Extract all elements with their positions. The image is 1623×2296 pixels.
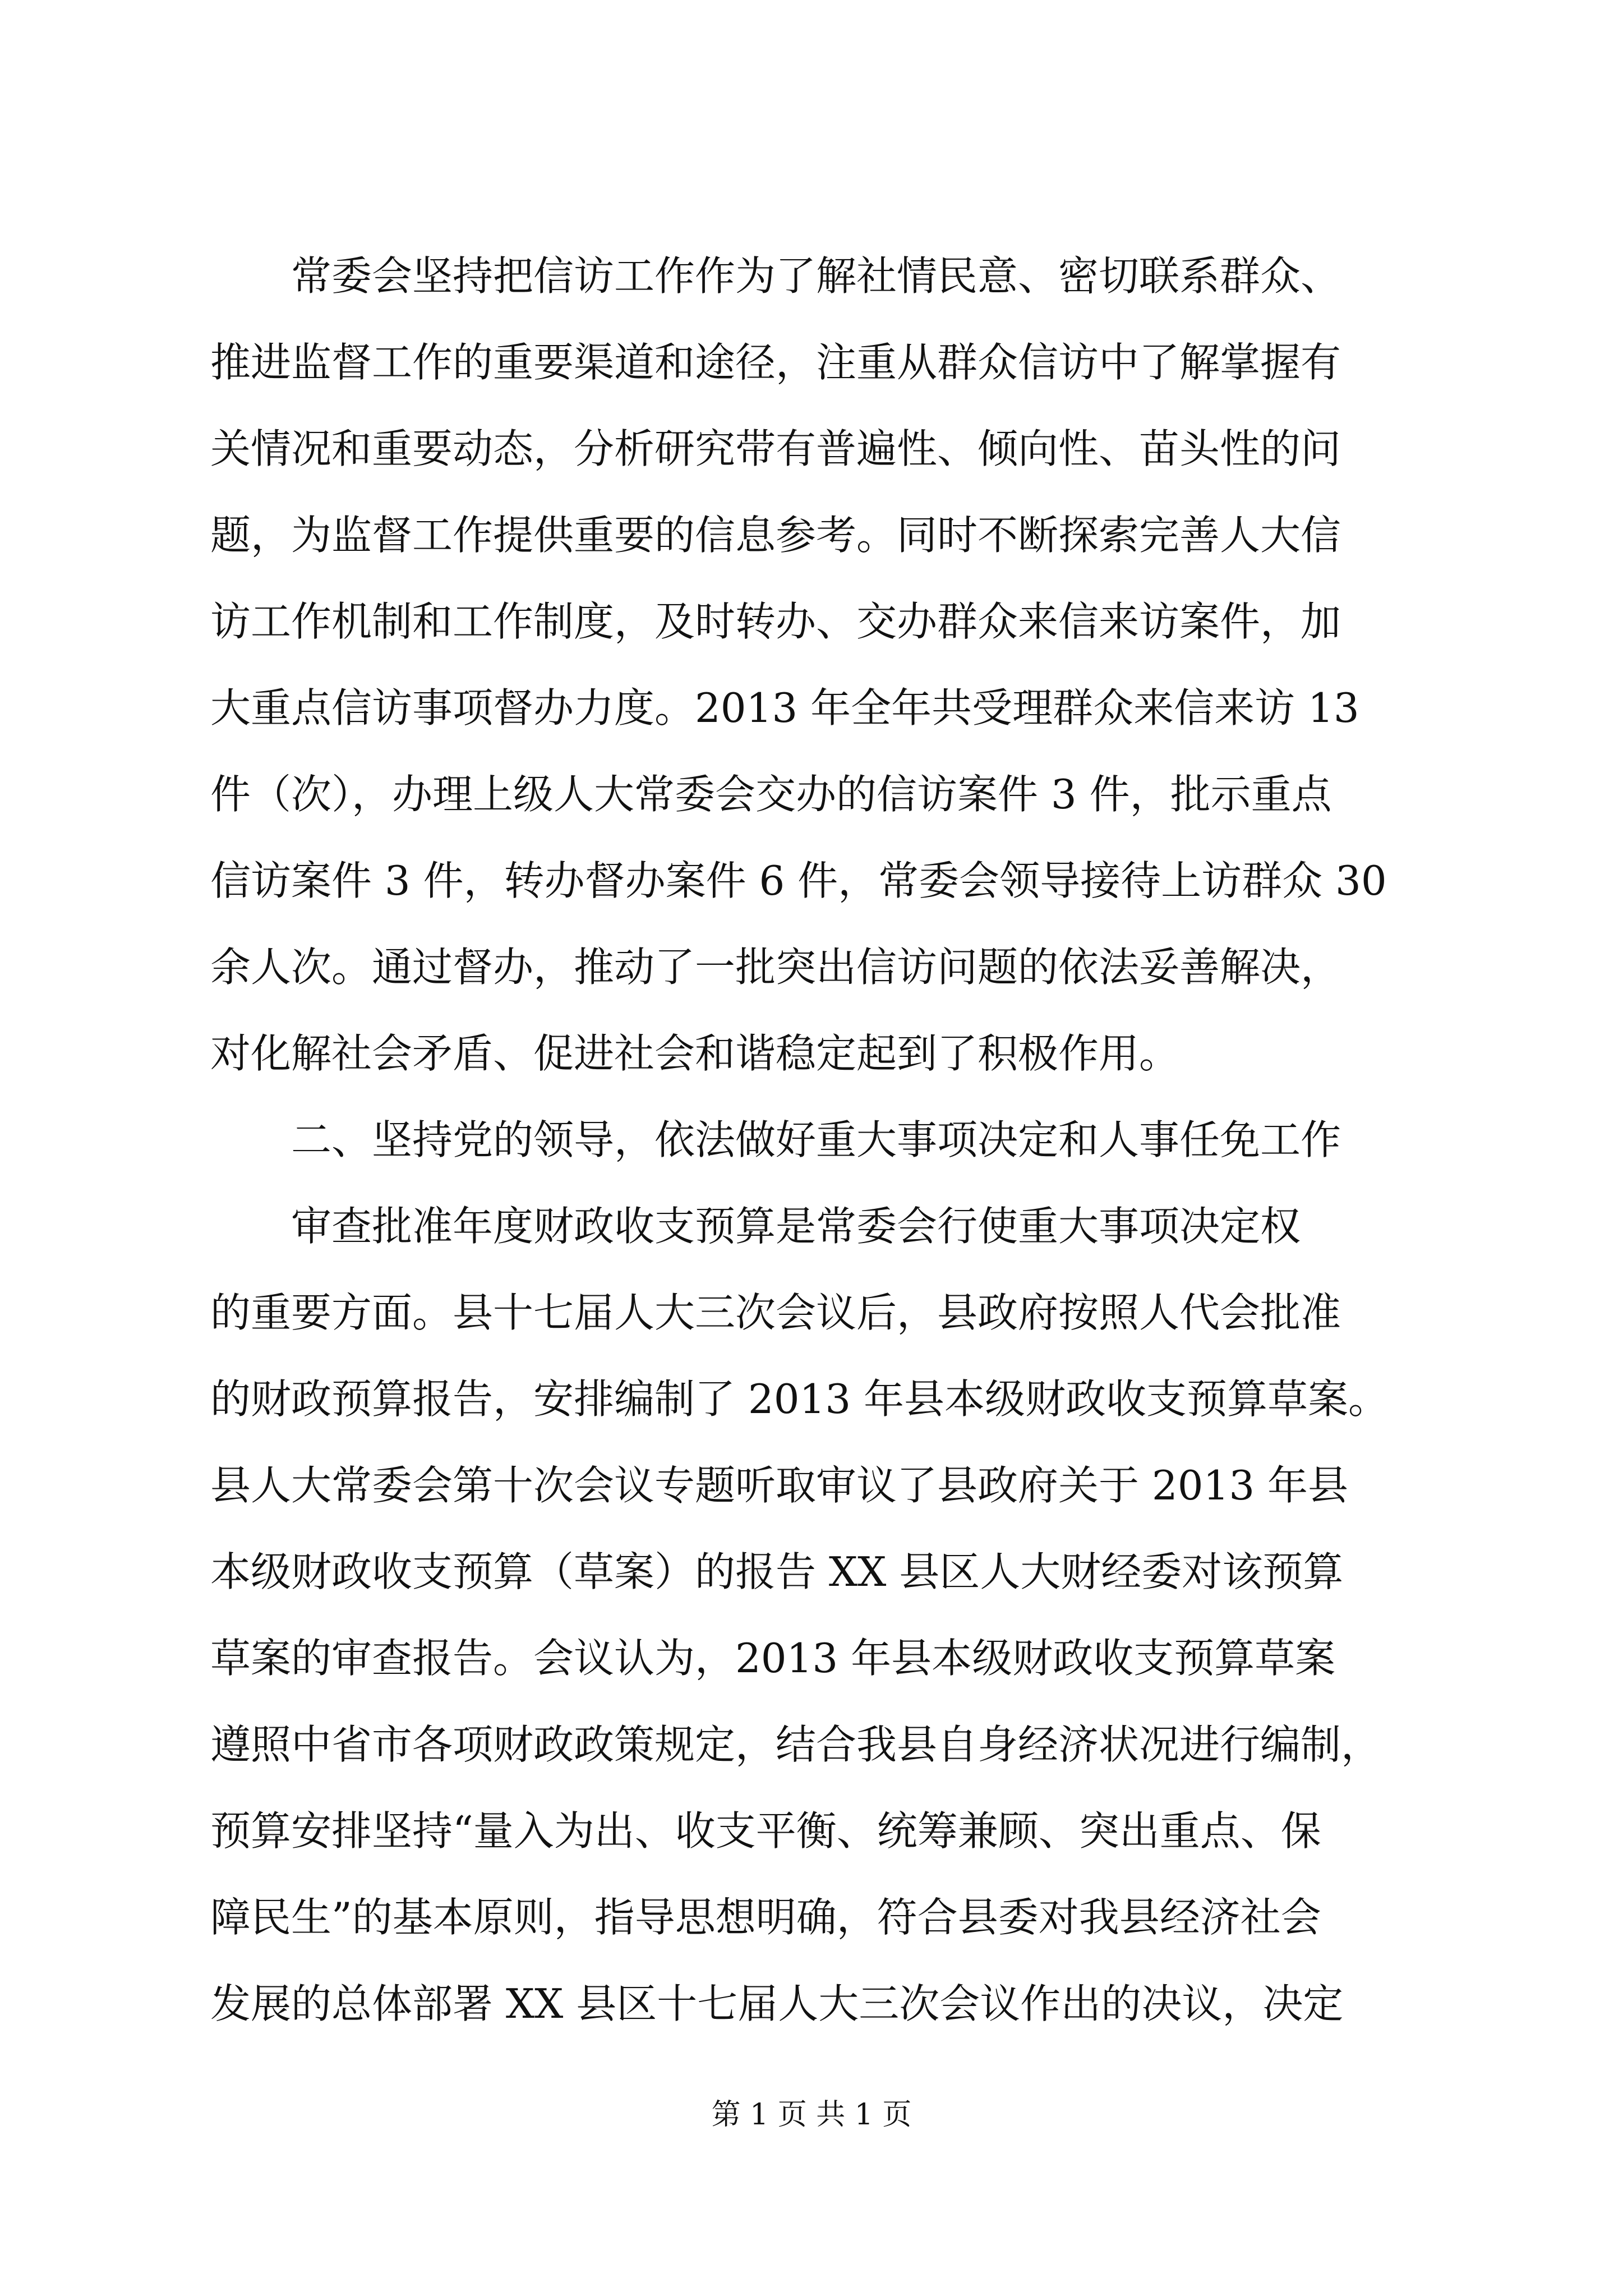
paragraph-line: 障民生”的基本原则，指导思想明确，符合县委对我县经济社会 [210, 1894, 1321, 1941]
paragraph-line: 预算安排坚持“量入为出、收支平衡、统筹兼顾、突出重点、保 [210, 1807, 1321, 1855]
body-text [210, 233, 1413, 2047]
paragraph-line: 关情况和重要动态，分析研究带有普遍性、倾向性、苗头性的问 [210, 425, 1341, 472]
paragraph-line: 本级财政收支预算（草案）的报告 XX 县区人大财经委对该预算 [210, 1548, 1344, 1595]
paragraph-line: 大重点信访事项督办力度。2013 年全年共受理群众来信来访 13 [210, 684, 1359, 731]
paragraph-line: 发展的总体部署 XX 县区十七届人大三次会议作出的决议，决定 [210, 1980, 1344, 2027]
paragraph-line: 遵照中省市各项财政政策规定，结合我县自身经济状况进行编制， [210, 1721, 1382, 1768]
paragraph-line: 的财政预算报告，安排编制了 2013 年县本级财政收支预算草案。 [210, 1375, 1389, 1423]
paragraph-line: 题，为监督工作提供重要的信息参考。同时不断探索完善人大信 [210, 512, 1341, 559]
paragraph-line: 访工作机制和工作制度，及时转办、交办群众来信来访案件，加 [210, 598, 1341, 645]
paragraph-line: 对化解社会矛盾、促进社会和谐稳定起到了积极作用。 [210, 1030, 1180, 1077]
paragraph-line: 余人次。通过督办，推动了一批突出信访问题的依法妥善解决， [210, 944, 1341, 991]
paragraph-line: 的重要方面。县十七届人大三次会议后，县政府按照人代会批准 [210, 1289, 1341, 1336]
paragraph-line: 草案的审查报告。会议认为，2013 年县本级财政收支预算草案 [210, 1635, 1336, 1682]
section-heading: 二、坚持党的领导，依法做好重大事项决定和人事任免工作 [210, 1116, 1341, 1163]
paragraph-line: 审查批准年度财政收支预算是常委会行使重大事项决定权 [210, 1203, 1301, 1250]
paragraph-line: 件（次），办理上级人大常委会交办的信访案件 3 件，批示重点 [210, 771, 1332, 818]
paragraph-line: 县人大常委会第十次会议专题听取审议了县政府关于 2013 年县 [210, 1462, 1349, 1509]
paragraph-line: 信访案件 3 件，转办督办案件 6 件，常委会领导接待上访群众 30 [210, 857, 1387, 904]
page-footer: 第 1 页 共 1 页 [711, 2098, 912, 2132]
paragraph-line: 推进监督工作的重要渠道和途径，注重从群众信访中了解掌握有 [210, 339, 1341, 386]
paragraph-line: 常委会坚持把信访工作作为了解社情民意、密切联系群众、 [210, 252, 1341, 300]
